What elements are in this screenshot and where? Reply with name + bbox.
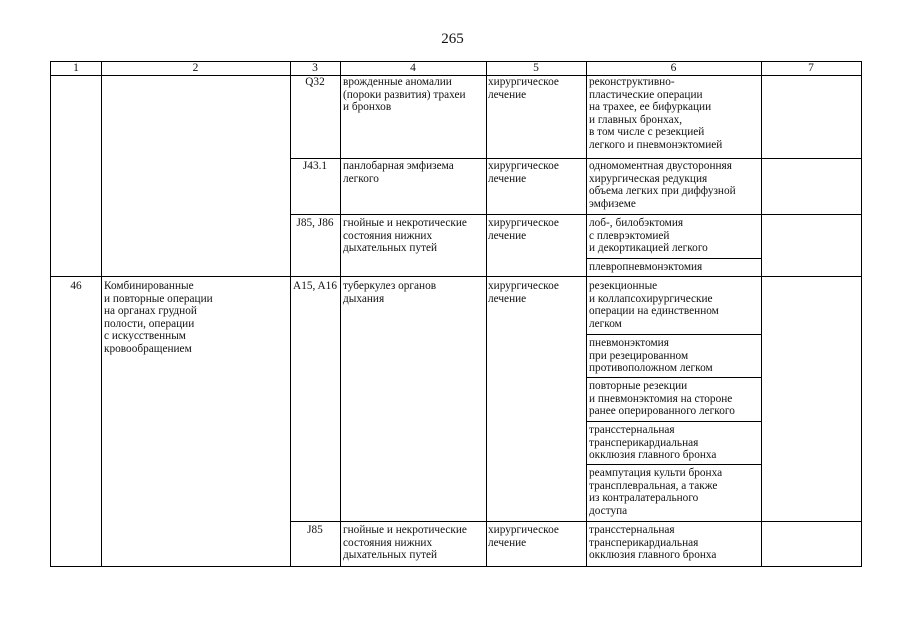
treatment-method: плевропневмонэктомия <box>589 261 703 273</box>
treatment-method: лоб-, билобэктомия с плеврэктомией и декортикацией легкого <box>589 217 708 255</box>
col-divider-4 <box>486 62 487 566</box>
diagnosis-text: туберкулез органов дыхания <box>343 280 437 305</box>
col-header-1: 1 <box>73 62 79 74</box>
treatment-method: трансстернальная трансперикардиальная окклюзия главного бронха <box>589 524 717 562</box>
procedure-group-name: Комбинированные и повторные операции на органах грудной полости, операции с искусственным кровообращением <box>104 280 213 355</box>
row-number: 46 <box>70 280 82 292</box>
icd-code: J85, J86 <box>296 217 334 229</box>
col-divider-2 <box>290 62 291 566</box>
treatment-type: хирургическое лечение <box>488 160 559 185</box>
row-rule <box>290 158 861 159</box>
col-header-3: 3 <box>312 62 318 74</box>
treatment-type: хирургическое лечение <box>488 76 559 101</box>
icd-code: Q32 <box>305 76 325 88</box>
diagnosis-text: гнойные и некротические состояния нижних дыхательных путей <box>343 217 467 255</box>
col-header-2: 2 <box>192 62 199 74</box>
treatment-method: одномоментная двусторонняя хирургическая редукция объема легких при диффузной эмфиземе <box>589 160 736 210</box>
row-rule <box>290 521 861 522</box>
diagnosis-text: врожденные аномалии (пороки развития) трахеи и бронхов <box>343 76 466 114</box>
treatment-type: хирургическое лечение <box>488 524 559 549</box>
treatment-method: пневмонэктомия при резецированном противоположном легком <box>589 337 713 375</box>
row-rule <box>586 258 761 259</box>
treatment-method: повторные резекции и пневмонэктомия на стороне ранее оперированного легкого <box>589 380 735 418</box>
treatment-type: хирургическое лечение <box>488 280 559 305</box>
block-rule <box>51 276 861 277</box>
col-divider-1 <box>101 62 102 566</box>
treatment-method: резекционные и коллапсохирургические операции на единственном легком <box>589 280 719 330</box>
row-rule <box>290 214 861 215</box>
row-rule <box>586 377 761 378</box>
icd-code: J85 <box>307 524 323 536</box>
diagnosis-text: панлобарная эмфизема легкого <box>343 160 454 185</box>
col-header-5: 5 <box>533 62 539 74</box>
row-rule <box>586 464 761 465</box>
treatment-method: реконструктивно- пластические операции на трахее, ее бифуркации и главных бронхах, в том числе с резекцией легкого и пневмонэктомией <box>589 76 723 151</box>
page-number: 265 <box>441 31 464 47</box>
col-header-7: 7 <box>808 62 814 74</box>
treatment-method: реампутация культи бронха трансплевральная, а также из контралатерального доступа <box>589 467 723 517</box>
icd-code: A15, A16 <box>293 280 337 292</box>
row-rule <box>586 421 761 422</box>
diagnosis-text: гнойные и некротические состояния нижних дыхательных путей <box>343 524 467 562</box>
col-header-4: 4 <box>410 62 416 74</box>
row-rule <box>586 334 761 335</box>
medical-procedures-table <box>50 61 862 567</box>
col-divider-6 <box>761 62 762 566</box>
col-divider-3 <box>340 62 341 566</box>
col-header-6: 6 <box>670 62 677 74</box>
treatment-type: хирургическое лечение <box>488 217 559 242</box>
treatment-method: трансстернальная трансперикардиальная окклюзия главного бронха <box>589 424 717 462</box>
icd-code: J43.1 <box>302 160 328 172</box>
col-divider-5 <box>586 62 587 566</box>
